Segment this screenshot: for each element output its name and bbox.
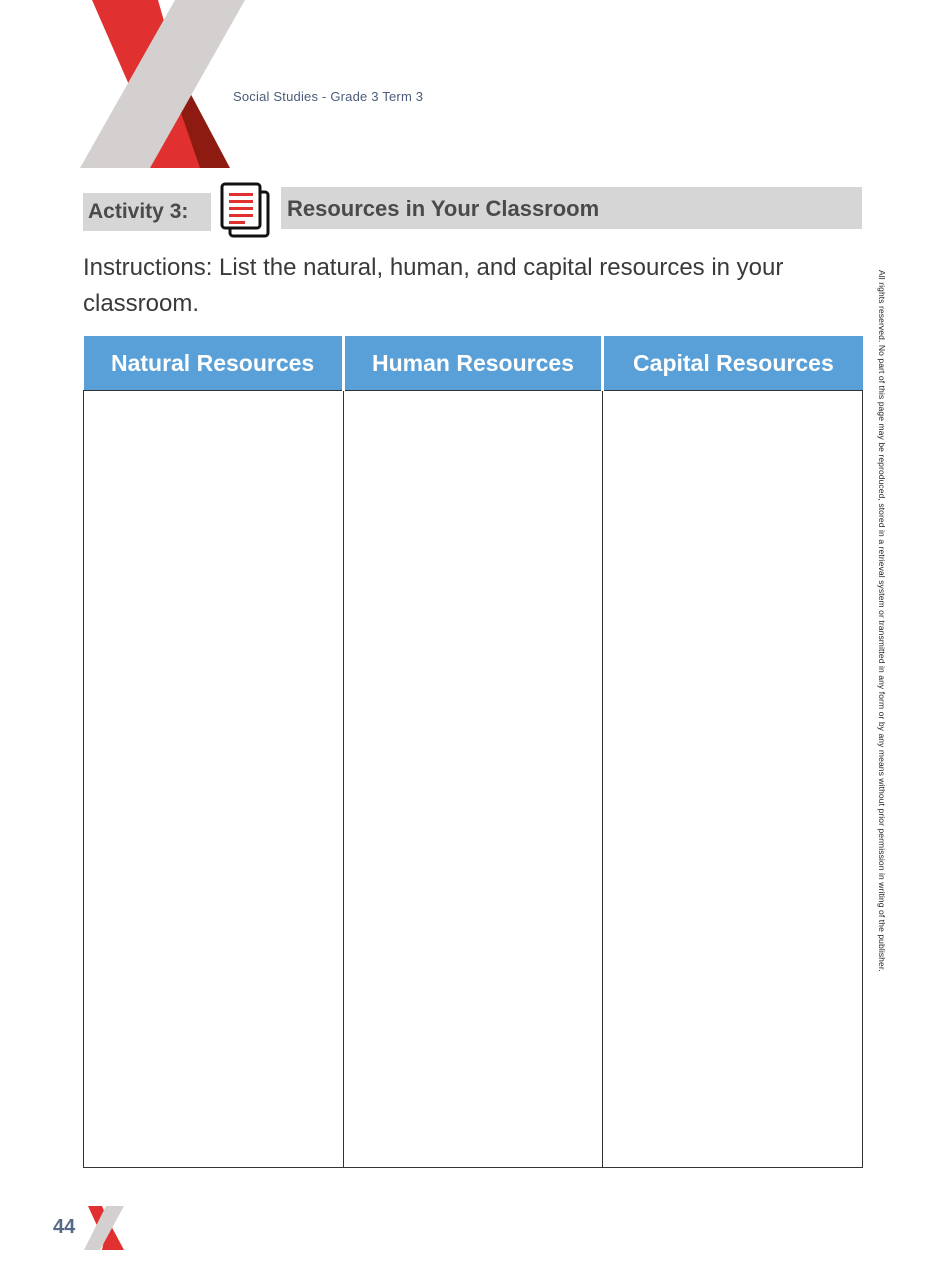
brand-logo bbox=[80, 0, 250, 168]
activity-title: Resources in Your Classroom bbox=[287, 196, 600, 221]
capital-resources-cell[interactable] bbox=[603, 391, 863, 1168]
activity-label: Activity 3: bbox=[88, 200, 189, 223]
human-resources-header: Human Resources bbox=[343, 336, 603, 391]
document-icon bbox=[218, 180, 274, 240]
natural-resources-header: Natural Resources bbox=[84, 336, 344, 391]
footer-logo bbox=[84, 1206, 126, 1250]
table-row bbox=[84, 391, 863, 1168]
subject-header: Social Studies - Grade 3 Term 3 bbox=[233, 89, 424, 104]
copyright-notice: All rights reserved. No part of this page may be reproduced, stored in a retrieval system or transmitted in any form or by any means without prior permission in writing of the publisher. bbox=[877, 270, 887, 972]
resources-table bbox=[83, 336, 863, 1168]
activity-label-box bbox=[83, 193, 211, 231]
human-resources-cell[interactable] bbox=[343, 391, 603, 1168]
page-number: 44 bbox=[53, 1216, 76, 1238]
resources-table-container bbox=[83, 336, 863, 1168]
table-header-row bbox=[84, 336, 863, 391]
instructions-text: Instructions: List the natural, human, and capital resources in your classroom. bbox=[83, 254, 784, 317]
activity-title-box bbox=[281, 187, 862, 229]
natural-resources-cell[interactable] bbox=[84, 391, 344, 1168]
capital-resources-header: Capital Resources bbox=[603, 336, 863, 391]
